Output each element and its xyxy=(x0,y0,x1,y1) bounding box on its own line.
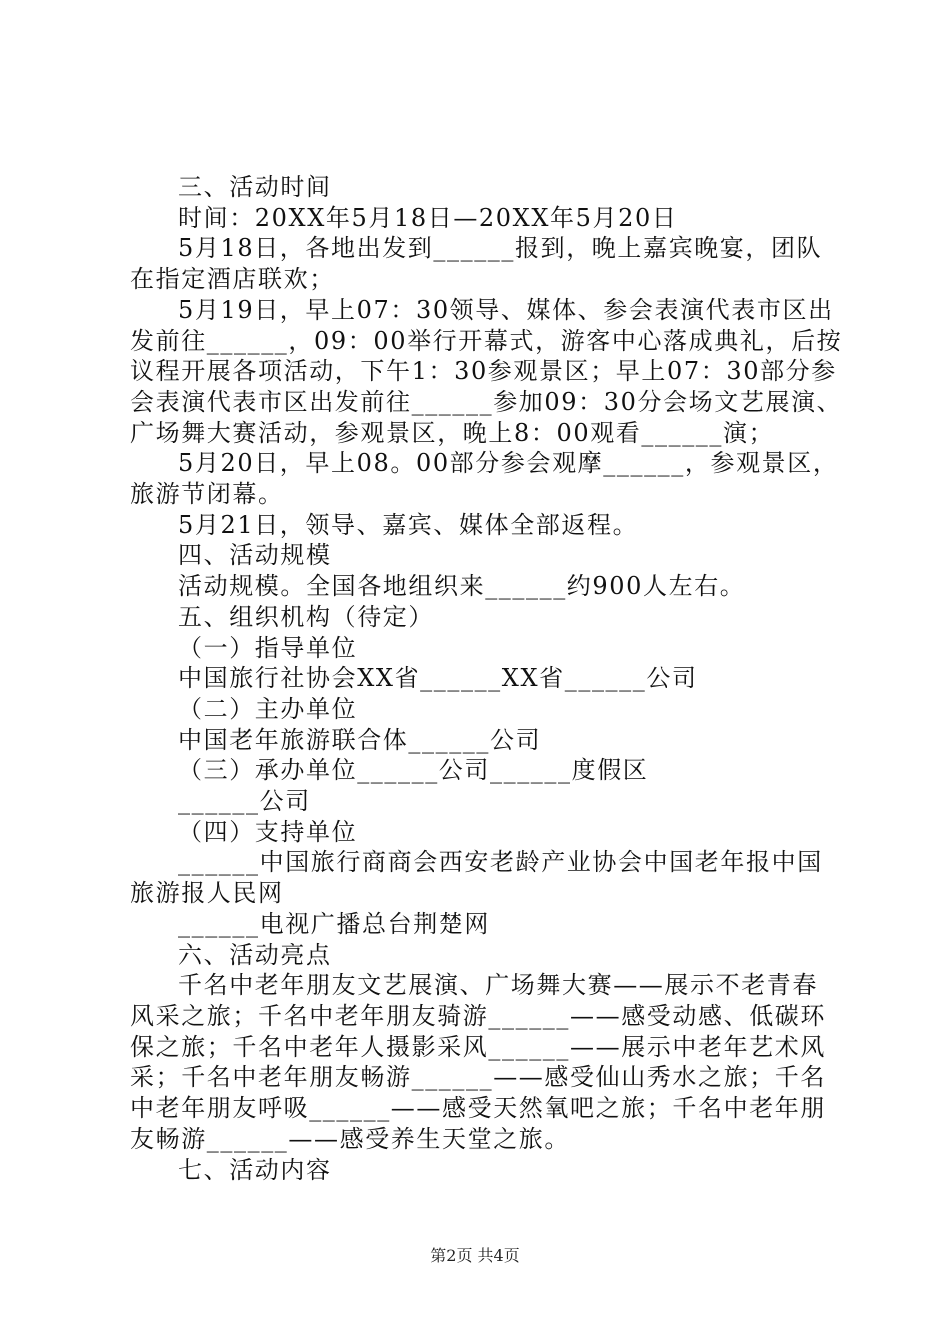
paragraph-line: 三、活动时间 xyxy=(178,173,332,201)
paragraph-line: （一）指导单位 xyxy=(178,633,358,662)
paragraph-line: （二）主办单位 xyxy=(178,694,358,723)
paragraph-line: 保之旅；千名中老年人摄影采风______——展示中老年艺术风 xyxy=(130,1032,826,1061)
paragraph-line: 5月19日，早上07：30领导、媒体、参会表演代表市区出 xyxy=(178,295,834,324)
document-body xyxy=(130,172,843,1185)
paragraph-line: 中国老年旅游联合体______公司 xyxy=(178,725,542,754)
paragraph-line: 友畅游______——感受养生天堂之旅。 xyxy=(130,1124,570,1153)
paragraph-line: 中国旅行社协会XX省______XX省______公司 xyxy=(178,664,698,693)
paragraph-line: 发前往______，09：00举行开幕式，游客中心落成典礼，后按 xyxy=(130,326,843,355)
paragraph-line: 时间：20XX年5月18日—20XX年5月20日 xyxy=(178,203,678,232)
paragraph-line: ______公司 xyxy=(178,787,311,816)
paragraph-line: 旅游报人民网 xyxy=(130,879,284,908)
paragraph-line: 会表演代表市区出发前往______参加09：30分会场文艺展演、 xyxy=(130,387,843,416)
paragraph-line: ______电视广播总台荆楚网 xyxy=(178,909,490,938)
paragraph-line: 广场舞大赛活动，参观景区，晚上8：00观看______演； xyxy=(130,418,775,447)
paragraph-line: 风采之旅；千名中老年朋友骑游______——感受动感、低碳环 xyxy=(130,1001,826,1030)
paragraph-line: 5月18日，各地出发到______报到，晚上嘉宾晚宴，团队 xyxy=(178,234,823,263)
paragraph-line: 五、组织机构（待定） xyxy=(178,602,434,631)
paragraph-line: 在指定酒店联欢； xyxy=(130,265,335,294)
paragraph-line: 四、活动规模 xyxy=(178,541,332,570)
paragraph-line: 六、活动亮点 xyxy=(178,940,332,969)
paragraph-line: 活动规模。全国各地组织来______约900人左右。 xyxy=(178,572,746,601)
paragraph-line: 议程开展各项活动，下午1：30参观景区；早上07：30部分参 xyxy=(130,357,837,386)
paragraph-line: 中老年朋友呼吸______——感受天然氧吧之旅；千名中老年朋 xyxy=(130,1094,826,1123)
paragraph-line: 千名中老年朋友文艺展演、广场舞大赛——展示不老青春 xyxy=(178,971,818,1000)
paragraph-line: 采；千名中老年朋友畅游______——感受仙山秀水之旅；千名 xyxy=(130,1063,826,1092)
paragraph-line: 5月20日，早上08。00部分参会观摩______，参观景区， xyxy=(178,449,839,478)
paragraph-line: （四）支持单位 xyxy=(178,817,358,846)
page-footer: 第2页 共4页 xyxy=(430,1246,520,1265)
paragraph-line: （三）承办单位______公司______度假区 xyxy=(178,756,649,785)
paragraph-line: 5月21日，领导、嘉宾、媒体全部返程。 xyxy=(178,510,639,539)
paragraph-line: 旅游节闭幕。 xyxy=(130,480,284,509)
paragraph-line: ______中国旅行商商会西安老龄产业协会中国老年报中国 xyxy=(178,848,823,877)
paragraph-line: 七、活动内容 xyxy=(178,1155,332,1184)
